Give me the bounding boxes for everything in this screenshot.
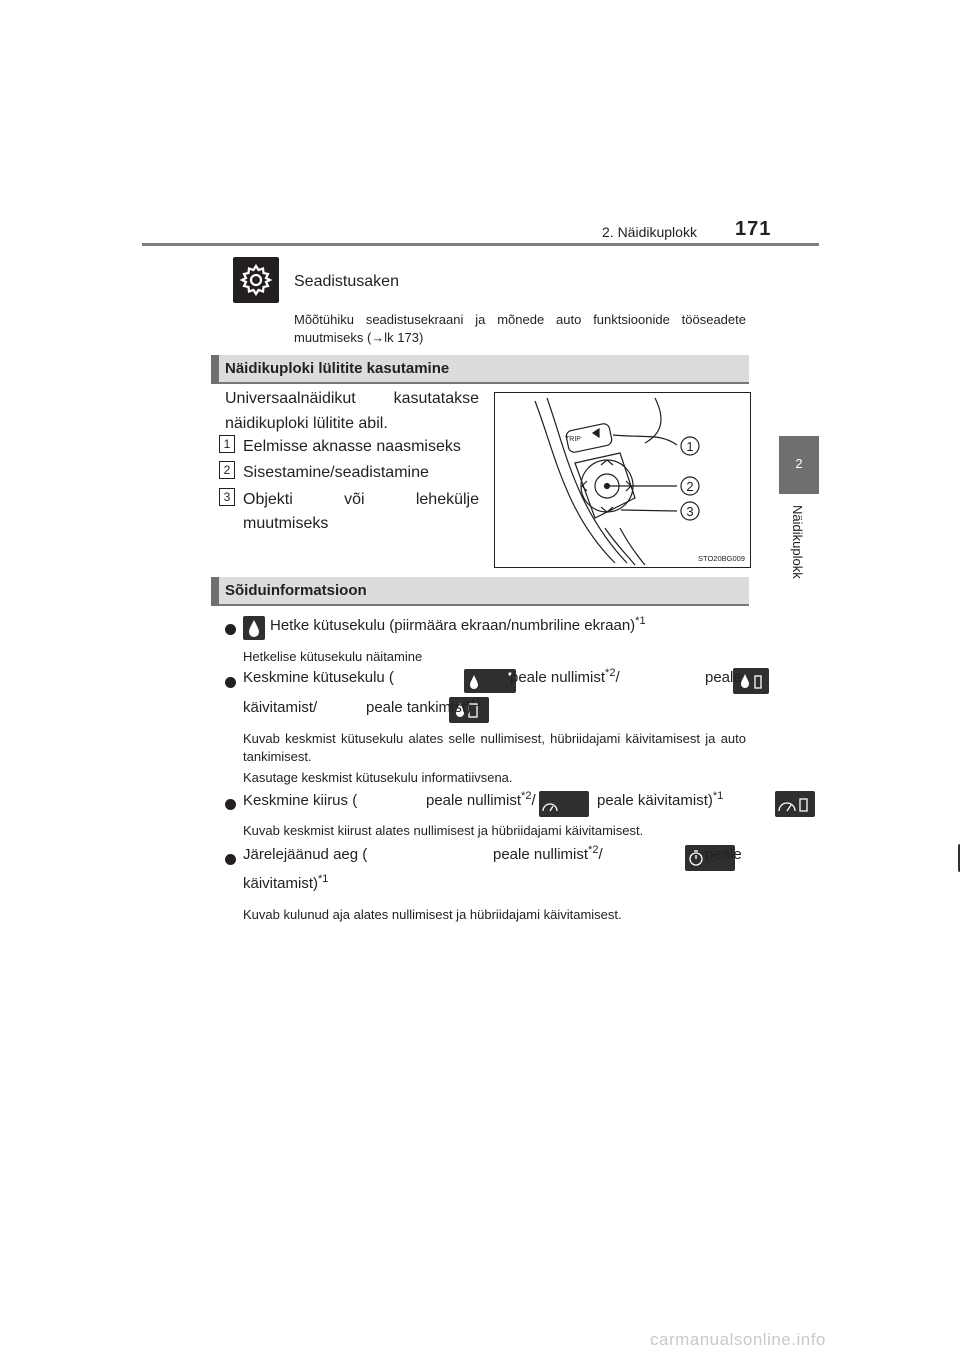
bullet-text: peale nullimist xyxy=(426,792,522,809)
bullet-text: peale tankimist) xyxy=(366,699,472,716)
section-header-switches xyxy=(211,355,749,384)
bullet-text: Keskmine kütusekulu ( xyxy=(243,669,394,686)
bullet-dot xyxy=(225,622,236,640)
bullet-text: peale käivitamist) xyxy=(597,792,713,809)
bullet-text-start: käivitamist/ xyxy=(243,699,318,716)
bullet-description: Kuvab kulunud aja alates nullimisest ja hübriidajami käivitamisest. xyxy=(243,907,622,922)
footnote-mark: *1 xyxy=(635,615,646,627)
intro-line-1: Universaalnäidikut kasutatakse xyxy=(225,390,479,407)
bullet-description: Hetkelise kütusekulu näitamine xyxy=(243,649,423,664)
slash: / xyxy=(615,669,620,686)
chapter-tab-label-text: Näidikuplokk xyxy=(790,505,805,579)
section-title: Sõiduinformatsioon xyxy=(225,582,367,599)
chapter-title: 2. Näidikuplokk xyxy=(602,224,697,240)
bullet-text: Keskmine kiirus ( xyxy=(243,792,358,809)
bullet-text: Järelejäänud aeg ( xyxy=(243,846,368,863)
item-text: Objekti või lehekülje xyxy=(243,491,479,508)
avg-speed-start-icon xyxy=(775,791,815,817)
callout-3: 3 xyxy=(686,504,694,519)
bullet-text-refuel xyxy=(366,699,481,716)
bullet-current-fuel xyxy=(270,617,646,634)
figure-caption: STO20BG009 xyxy=(698,554,745,563)
bullet-text-after-reset xyxy=(510,669,620,686)
bullet-description: Kasutage keskmist kütusekulu informatiivsena. xyxy=(243,770,513,785)
bullet-text-peale: peale xyxy=(705,846,742,863)
bullet-text: peale nullimist xyxy=(493,846,589,863)
steering-switch-figure xyxy=(494,392,751,568)
bullet-text-peale: peale xyxy=(705,669,742,686)
bullet-text: Hetke kütusekulu (piirmäära ekraan/numbriline ekraan) xyxy=(270,617,636,634)
bullet-avg-fuel-line1 xyxy=(243,669,394,686)
bullet-dot xyxy=(225,852,236,870)
item-number: 1 xyxy=(219,435,235,453)
bullet-avg-speed xyxy=(243,792,357,809)
slash: / xyxy=(531,792,536,809)
chapter-tab-number: 2 xyxy=(795,456,803,471)
bullet-description: Kuvab keskmist kütusekulu alates selle nullimisest, hübriidajami käivitamisest ja auto tankimisest. xyxy=(243,731,746,764)
page-number: 171 xyxy=(735,218,772,240)
section-header-driving-info xyxy=(211,577,749,606)
footnote-mark: *2 xyxy=(588,844,599,856)
item-number: 2 xyxy=(219,461,235,479)
trip-label: TRIP xyxy=(565,436,581,443)
bullet-text-after-reset xyxy=(426,792,536,809)
intro-line-2: näidikuploki lülitite abil. xyxy=(225,415,388,432)
slash: / xyxy=(598,846,603,863)
footnote-mark: *1 xyxy=(318,873,329,885)
footnote-mark: *1 xyxy=(712,790,724,802)
section-accent xyxy=(211,355,219,384)
fuel-drop-icon xyxy=(243,616,265,640)
item-number: 3 xyxy=(219,488,235,506)
bullet-description: Kuvab keskmist kiirust alates nullimisest ja hübriidajami käivitamisest. xyxy=(243,823,644,838)
item-text: Eelmisse aknasse naasmiseks xyxy=(243,438,461,455)
bullet-elapsed-time xyxy=(243,846,367,863)
footnote-mark: *2 xyxy=(605,667,616,679)
footnote-mark: *1 xyxy=(471,697,482,709)
callout-2: 2 xyxy=(686,479,694,494)
bullet-text: peale nullimist xyxy=(510,669,606,686)
bullet-text: käivitamist) xyxy=(243,875,319,892)
avg-speed-reset-icon xyxy=(539,791,589,817)
settings-title: Seadistusaken xyxy=(294,273,399,290)
bullet-dot xyxy=(225,675,236,693)
callout-1: 1 xyxy=(686,439,694,454)
section-title: Näidikuploki lülitite kasutamine xyxy=(225,360,450,377)
bullet-dot xyxy=(225,797,236,815)
bullet-text-start xyxy=(243,875,328,892)
chapter-tab-label xyxy=(790,505,808,605)
footnote-mark: *2 xyxy=(521,790,532,802)
header-rule xyxy=(142,243,819,246)
section-accent xyxy=(211,577,219,606)
settings-description: Mõõtühiku seadistusekraani ja mõnede auto funktsioonide tööseadete muutmiseks (→lk 173) xyxy=(294,312,746,345)
item-text: Sisestamine/seadistamine xyxy=(243,464,429,481)
item-text-continued: muutmiseks xyxy=(243,515,329,532)
bullet-text-start xyxy=(597,792,723,809)
chapter-tab xyxy=(779,436,819,494)
avg-fuel-reset-icon xyxy=(464,669,516,693)
gear-icon xyxy=(233,257,279,303)
watermark: carmanualsonline.info xyxy=(650,1330,826,1349)
bullet-text-after-reset xyxy=(493,846,603,863)
